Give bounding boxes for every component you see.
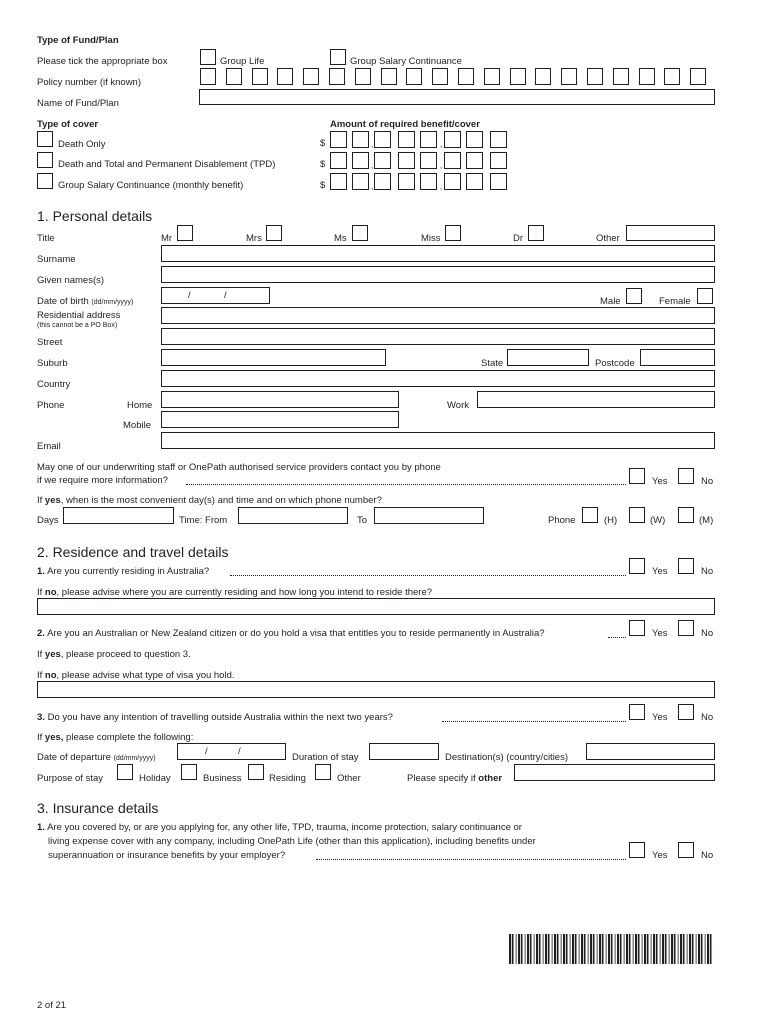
barcode-bar: [680, 934, 682, 964]
departure-date-input[interactable]: [177, 743, 286, 760]
other-cover-no-label: No: [701, 850, 714, 861]
policy-digit-box[interactable]: [690, 68, 706, 85]
other-purpose-label: Other: [337, 773, 361, 784]
barcode-bar: [701, 934, 703, 964]
group-salary-checkbox[interactable]: [330, 49, 346, 65]
contact-no-label: No: [701, 476, 714, 487]
mrs-checkbox[interactable]: [266, 225, 282, 241]
holiday-checkbox[interactable]: [117, 764, 133, 780]
currency-symbol: $: [320, 159, 326, 170]
barcode-bar: [548, 934, 550, 964]
policy-digit-box[interactable]: [277, 68, 293, 85]
barcode-bar: [647, 934, 649, 964]
barcode-bar: [678, 934, 679, 964]
surname-input[interactable]: [161, 245, 715, 262]
barcode-image: [509, 934, 715, 964]
barcode-bar: [629, 934, 631, 964]
tpd-checkbox[interactable]: [37, 152, 53, 168]
business-checkbox[interactable]: [181, 764, 197, 780]
currency-symbol: $: [320, 180, 326, 191]
travel-yes-checkbox[interactable]: [629, 704, 645, 720]
policy-digit-box[interactable]: [432, 68, 448, 85]
amount-digit-box[interactable]: [490, 152, 507, 169]
amount-digit-box[interactable]: [374, 131, 391, 148]
specify-other-input[interactable]: [514, 764, 715, 781]
policy-digit-box[interactable]: [664, 68, 680, 85]
other-title-input[interactable]: [626, 225, 715, 241]
ms-checkbox[interactable]: [352, 225, 368, 241]
dob-slash-1: /: [188, 290, 191, 301]
email-input[interactable]: [161, 432, 715, 449]
amount-digit-box[interactable]: [352, 173, 369, 190]
work-phone-input[interactable]: [477, 391, 715, 408]
cover-amount-title: Amount of required benefit/cover: [330, 119, 480, 130]
barcode-bar: [662, 934, 664, 964]
thousands-separator: ,: [440, 140, 443, 149]
contact-phone-label: Phone: [548, 515, 576, 526]
barcode-bar: [518, 934, 520, 964]
dr-label: Dr: [513, 233, 524, 244]
barcode-bar: [674, 934, 676, 964]
barcode-bar: [665, 934, 667, 964]
barcode-bar: [539, 934, 541, 964]
fund-name-label: Name of Fund/Plan: [37, 98, 119, 109]
time-from-input[interactable]: [238, 507, 348, 524]
barcode-bar: [633, 934, 634, 964]
barcode-bar: [554, 934, 556, 964]
home-phone-input[interactable]: [161, 391, 399, 408]
departure-label: Date of departure (dd/mm/yyyy): [37, 752, 156, 763]
insurance-q1-line2: living expense cover with any company, including OnePath Life (other than this application), including benefits under: [48, 836, 536, 847]
barcode-bar: [710, 934, 712, 964]
amount-digit-box[interactable]: [330, 152, 347, 169]
barcode-bar: [563, 934, 565, 964]
group-life-checkbox[interactable]: [200, 49, 216, 65]
barcode-bar: [617, 934, 619, 964]
phone-w-label: (W): [650, 515, 666, 526]
mr-checkbox[interactable]: [177, 225, 193, 241]
other-cover-yes-checkbox[interactable]: [629, 842, 645, 858]
barcode-bar: [536, 934, 538, 964]
tick-instruction: Please tick the appropriate box: [37, 56, 168, 67]
policy-digit-box[interactable]: [355, 68, 371, 85]
death-only-label: Death Only: [58, 139, 106, 150]
barcode-bar: [534, 934, 535, 964]
amount-digit-box[interactable]: [420, 131, 437, 148]
thousands-separator: ,: [440, 182, 443, 191]
leader-dots: [316, 859, 626, 860]
barcode-bar: [606, 934, 607, 964]
barcode-bar: [638, 934, 640, 964]
mrs-label: Mrs: [246, 233, 262, 244]
barcode-bar: [611, 934, 613, 964]
thousands-separator: ,: [371, 161, 374, 170]
tpd-label: Death and Total and Permanent Disablement (TPD): [58, 159, 276, 170]
leader-dots: [608, 637, 626, 638]
suburb-input[interactable]: [161, 349, 386, 366]
current-residence-input[interactable]: [37, 598, 715, 615]
residential-address-label: Residential address: [37, 310, 121, 321]
amount-digit-box[interactable]: [330, 173, 347, 190]
barcode-bar: [597, 934, 598, 964]
policy-digit-box[interactable]: [587, 68, 603, 85]
barcode-bar: [669, 934, 670, 964]
amount-digit-box[interactable]: [490, 173, 507, 190]
phone-h-label: (H): [604, 515, 618, 526]
departure-slash-2: /: [238, 746, 241, 757]
postcode-input[interactable]: [640, 349, 715, 366]
barcode-bar: [696, 934, 697, 964]
days-input[interactable]: [63, 507, 174, 524]
residence-q1: 1. Are you currently residing in Australia?: [37, 566, 210, 577]
residing-purpose-checkbox[interactable]: [248, 764, 264, 780]
personal-details-heading: 1. Personal details: [37, 208, 153, 224]
barcode-bar: [651, 934, 652, 964]
amount-digit-box[interactable]: [330, 131, 347, 148]
policy-digit-box[interactable]: [226, 68, 242, 85]
thousands-separator: ,: [371, 182, 374, 191]
amount-digit-box[interactable]: [352, 131, 369, 148]
cover-type-title: Type of cover: [37, 119, 99, 130]
business-label: Business: [203, 773, 242, 784]
citizen-no-label: No: [701, 628, 714, 639]
barcode-bar: [552, 934, 553, 964]
citizen-yes-checkbox[interactable]: [629, 620, 645, 636]
other-cover-no-checkbox[interactable]: [678, 842, 694, 858]
barcode-bar: [545, 934, 547, 964]
amount-digit-box[interactable]: [466, 152, 483, 169]
visa-type-input[interactable]: [37, 681, 715, 698]
policy-digit-box[interactable]: [303, 68, 319, 85]
duration-input[interactable]: [369, 743, 439, 760]
barcode-bar: [692, 934, 694, 964]
amount-digit-box[interactable]: [444, 152, 461, 169]
work-phone-label: Work: [447, 400, 469, 411]
surname-label: Surname: [37, 254, 76, 265]
amount-digit-box[interactable]: [466, 173, 483, 190]
barcode-bar: [512, 934, 514, 964]
barcode-bar: [707, 934, 709, 964]
thousands-separator: ,: [371, 140, 374, 149]
residence-q2-if-yes: If yes, please proceed to question 3.: [37, 649, 191, 660]
barcode-bar: [689, 934, 691, 964]
street-input[interactable]: [161, 328, 715, 345]
barcode-bar: [599, 934, 601, 964]
barcode-bar: [509, 934, 511, 964]
barcode-bar: [602, 934, 604, 964]
postcode-label: Postcode: [595, 358, 635, 369]
days-label: Days: [37, 515, 59, 526]
barcode-bar: [660, 934, 661, 964]
residence-heading: 2. Residence and travel details: [37, 544, 229, 560]
policy-digit-box[interactable]: [329, 68, 345, 85]
amount-digit-box[interactable]: [374, 152, 391, 169]
barcode-bar: [543, 934, 544, 964]
phone-m-label: (M): [699, 515, 714, 526]
policy-number-label: Policy number (if known): [37, 77, 142, 88]
mr-label: Mr: [161, 233, 173, 244]
policy-digit-box[interactable]: [458, 68, 474, 85]
fund-section-title: Type of Fund/Plan: [37, 35, 119, 46]
barcode-bar: [624, 934, 625, 964]
policy-digit-box[interactable]: [510, 68, 526, 85]
policy-digit-box[interactable]: [381, 68, 397, 85]
residential-address-input[interactable]: [161, 307, 715, 324]
insurance-heading: 3. Insurance details: [37, 800, 159, 816]
duration-label: Duration of stay: [292, 752, 359, 763]
group-life-label: Group Life: [220, 56, 265, 67]
holiday-label: Holiday: [139, 773, 171, 784]
policy-digit-box[interactable]: [535, 68, 551, 85]
residing-no-label: No: [701, 566, 714, 577]
residence-q2: 2. Are you an Australian or New Zealand citizen or do you hold a visa that entitles you to reside permanently in Australia?: [37, 628, 545, 639]
leader-dots: [442, 721, 626, 722]
residence-q1-if-no: If no, please advise where you are currently residing and how long you intend to reside there?: [37, 587, 433, 598]
page-number: 2 of 21: [37, 1000, 67, 1011]
given-names-label: Given names(s): [37, 275, 105, 286]
barcode-bar: [584, 934, 586, 964]
insurance-q1-line1: 1. Are you covered by, or are you applying for, any other life, TPD, trauma, income protection, salary continuance or: [37, 822, 522, 833]
fund-name-input[interactable]: [199, 89, 715, 105]
phone-label: Phone: [37, 400, 65, 411]
female-label: Female: [659, 296, 691, 307]
policy-digit-box[interactable]: [252, 68, 268, 85]
policy-digit-box[interactable]: [561, 68, 577, 85]
barcode-bar: [683, 934, 685, 964]
policy-digit-box[interactable]: [200, 68, 216, 85]
amount-digit-box[interactable]: [490, 131, 507, 148]
title-label: Title: [37, 233, 55, 244]
amount-digit-box[interactable]: [466, 131, 483, 148]
barcode-bar: [615, 934, 616, 964]
purpose-label: Purpose of stay: [37, 773, 104, 784]
residence-q3-if-yes: If yes, please complete the following:: [37, 732, 194, 743]
travel-no-label: No: [701, 712, 714, 723]
barcode-bar: [620, 934, 622, 964]
home-phone-label: Home: [127, 400, 153, 411]
male-label: Male: [600, 296, 621, 307]
dob-input[interactable]: [161, 287, 270, 304]
residence-q3: 3. Do you have any intention of travelling outside Australia within the next two years?: [37, 712, 393, 723]
contact-if-yes: If yes, when is the most convenient day(s) and time and on which phone number?: [37, 495, 382, 506]
male-checkbox[interactable]: [626, 288, 642, 304]
residing-no-checkbox[interactable]: [678, 558, 694, 574]
barcode-bar: [644, 934, 646, 964]
barcode-bar: [575, 934, 577, 964]
female-checkbox[interactable]: [697, 288, 713, 304]
barcode-bar: [516, 934, 517, 964]
barcode-bar: [579, 934, 580, 964]
destination-input[interactable]: [586, 743, 715, 760]
contact-question-line2: if we require more information?: [37, 475, 168, 486]
residence-q2-if-no: If no, please advise what type of visa you hold.: [37, 670, 235, 681]
contact-yes-checkbox[interactable]: [629, 468, 645, 484]
amount-digit-box[interactable]: [398, 152, 415, 169]
barcode-bar: [635, 934, 637, 964]
policy-digit-box[interactable]: [639, 68, 655, 85]
barcode-bar: [626, 934, 628, 964]
barcode-bar: [588, 934, 589, 964]
residing-purpose-label: Residing: [269, 773, 306, 784]
phone-h-checkbox[interactable]: [582, 507, 598, 523]
amount-digit-box[interactable]: [420, 173, 437, 190]
amount-digit-box[interactable]: [398, 173, 415, 190]
barcode-bar: [642, 934, 643, 964]
time-to-input[interactable]: [374, 507, 484, 524]
barcode-bar: [561, 934, 562, 964]
barcode-bar: [656, 934, 658, 964]
departure-slash-1: /: [205, 746, 208, 757]
other-cover-yes-label: Yes: [652, 850, 668, 861]
citizen-yes-label: Yes: [652, 628, 668, 639]
currency-symbol: $: [320, 138, 326, 149]
barcode-bar: [687, 934, 688, 964]
barcode-bar: [521, 934, 523, 964]
dob-slash-2: /: [224, 290, 227, 301]
barcode-bar: [698, 934, 700, 964]
time-to-label: To: [357, 515, 368, 526]
barcode-bar: [527, 934, 529, 964]
barcode-bar: [653, 934, 655, 964]
amount-digit-box[interactable]: [398, 131, 415, 148]
miss-label: Miss: [421, 233, 441, 244]
amount-digit-box[interactable]: [420, 152, 437, 169]
residing-yes-checkbox[interactable]: [629, 558, 645, 574]
street-label: Street: [37, 337, 63, 348]
state-input[interactable]: [507, 349, 589, 366]
leader-dots: [186, 484, 626, 485]
amount-digit-box[interactable]: [352, 152, 369, 169]
barcode-bar: [593, 934, 595, 964]
amount-digit-box[interactable]: [444, 173, 461, 190]
barcode-bar: [572, 934, 574, 964]
dob-label: Date of birth (dd/mm/yyyy): [37, 296, 134, 307]
policy-digit-box[interactable]: [406, 68, 422, 85]
policy-digit-box[interactable]: [484, 68, 500, 85]
barcode-bar: [608, 934, 610, 964]
destination-label: Destination(s) (country/cities): [445, 752, 569, 763]
barcode-bar: [581, 934, 583, 964]
leader-dots: [230, 575, 626, 576]
residing-yes-label: Yes: [652, 566, 668, 577]
phone-w-checkbox[interactable]: [629, 507, 645, 523]
mobile-phone-input[interactable]: [161, 411, 399, 428]
barcode-bar: [557, 934, 559, 964]
gsc-label: Group Salary Continuance (monthly benefit): [58, 180, 244, 191]
time-from-label: Time: From: [179, 515, 228, 526]
state-label: State: [481, 358, 504, 369]
specify-other-label: Please specify if other: [407, 773, 503, 784]
barcode-bar: [570, 934, 571, 964]
barcode-bar: [525, 934, 526, 964]
country-label: Country: [37, 379, 71, 390]
barcode-bar: [566, 934, 568, 964]
gsc-checkbox[interactable]: [37, 173, 53, 189]
amount-digit-box[interactable]: [444, 131, 461, 148]
contact-question-line1: May one of our underwriting staff or OnePath authorised service providers contact you by phone: [37, 462, 441, 473]
barcode-bar: [590, 934, 592, 964]
barcode-bar: [705, 934, 706, 964]
email-label: Email: [37, 441, 61, 452]
citizen-no-checkbox[interactable]: [678, 620, 694, 636]
travel-no-checkbox[interactable]: [678, 704, 694, 720]
thousands-separator: ,: [440, 161, 443, 170]
travel-yes-label: Yes: [652, 712, 668, 723]
ms-label: Ms: [334, 233, 347, 244]
group-salary-label: Group Salary Continuance: [350, 56, 462, 67]
phone-m-checkbox[interactable]: [678, 507, 694, 523]
suburb-label: Suburb: [37, 358, 68, 369]
insurance-q1-line3: superannuation or insurance benefits by your employer?: [48, 850, 286, 861]
dr-checkbox[interactable]: [528, 225, 544, 241]
contact-yes-label: Yes: [652, 476, 668, 487]
amount-digit-box[interactable]: [374, 173, 391, 190]
barcode-bar: [671, 934, 673, 964]
miss-checkbox[interactable]: [445, 225, 461, 241]
other-purpose-checkbox[interactable]: [315, 764, 331, 780]
policy-digit-box[interactable]: [613, 68, 629, 85]
other-title-label: Other: [596, 233, 620, 244]
po-box-note: (this cannot be a PO Box): [37, 322, 118, 329]
death-only-checkbox[interactable]: [37, 131, 53, 147]
given-names-input[interactable]: [161, 266, 715, 283]
contact-no-checkbox[interactable]: [678, 468, 694, 484]
country-input[interactable]: [161, 370, 715, 387]
barcode-bar: [530, 934, 532, 964]
mobile-phone-label: Mobile: [123, 420, 151, 431]
